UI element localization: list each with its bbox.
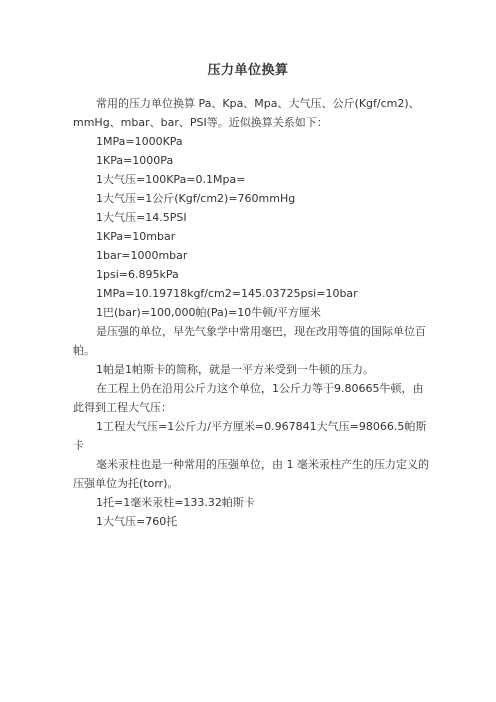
paragraph-line: 1MPa=1000KPa xyxy=(96,135,183,148)
paragraph-text: 1帕是1帕斯卡的简称，就是一平方米受到一牛顿的压力。 xyxy=(96,363,374,376)
paragraph-text: 在工程上仍在沿用公斤力这个单位，1公斤力等于9.80665牛顿，由此得到工程大气压： xyxy=(73,382,424,414)
paragraph-line: 1大气压=100KPa=0.1Mpa= xyxy=(96,173,246,186)
paragraph-line: 1KPa=10mbar xyxy=(96,230,176,243)
paragraph-line: 1大气压=14.5PSI xyxy=(96,211,187,224)
paragraph-line: 1KPa=1000Pa xyxy=(96,154,174,167)
document-title: 压力单位换算 xyxy=(207,63,289,78)
paragraph-line: 1bar=1000mbar xyxy=(96,249,188,262)
paragraph-line: 1大气压=760托 xyxy=(96,515,178,528)
paragraph-line: 1大气压=1公斤(Kgf/cm2)=760mmHg xyxy=(96,192,296,205)
paragraph-intro: 常用的压力单位换算 Pa、Kpa、Mpa、大气压、公斤(Kgf/cm2)、mmHg、mbar、bar、PSI等。近似换算关系如下： xyxy=(73,97,420,129)
paragraph-line: 1MPa=10.19718kgf/cm2=145.03725psi=10bar xyxy=(96,287,358,300)
paragraph-text: 毫米汞柱也是一种常用的压强单位，由 1 毫米汞柱产生的压力定义的压强单位为托(torr)。 xyxy=(73,458,429,490)
document-body xyxy=(73,94,429,531)
paragraph-line: 1托=1毫米汞柱=133.32帕斯卡 xyxy=(96,496,255,509)
paragraph-line: 1psi=6.895kPa xyxy=(96,268,179,281)
paragraph-text: 1工程大气压=1公斤力/平方厘米=0.967841大气压=98066.5帕斯卡 xyxy=(73,420,427,452)
paragraph-line: 1巴(bar)=100,000帕(Pa)=10牛顿/平方厘米 xyxy=(96,306,321,319)
paragraph-text: 是压强的单位，早先气象学中常用毫巴，现在改用等值的国际单位百帕。 xyxy=(73,325,426,357)
